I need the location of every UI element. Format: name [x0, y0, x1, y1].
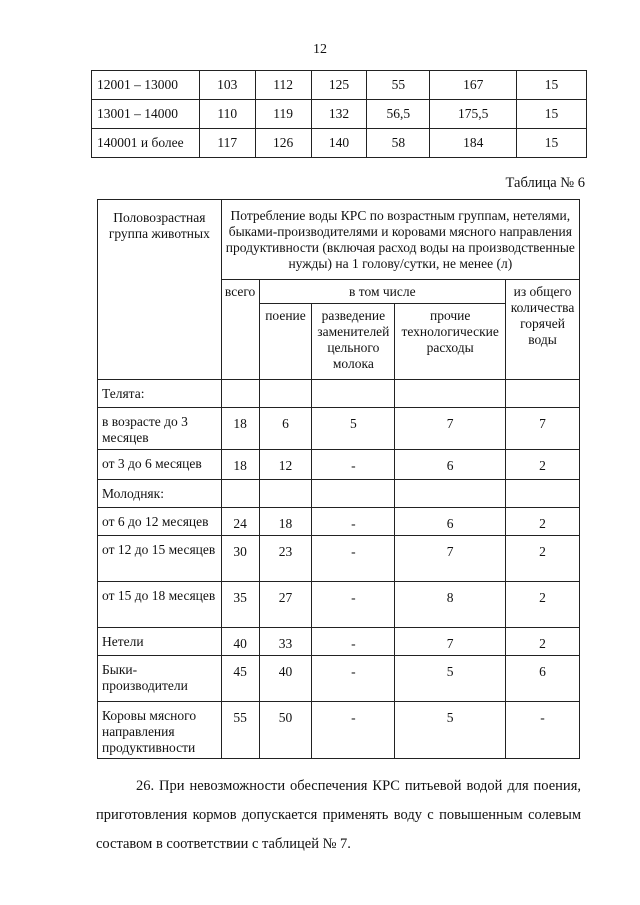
- table-row: [98, 628, 580, 656]
- drinking-cell: 18: [259, 508, 312, 536]
- value-cell: 56,5: [367, 100, 430, 129]
- table-row: [98, 536, 580, 582]
- paragraph-26: [96, 772, 581, 859]
- row-label: Быки-производители: [98, 656, 222, 702]
- other-cell: 7: [395, 628, 506, 656]
- other-cell: 7: [395, 536, 506, 582]
- paragraph-text: 26. При невозможности обеспечения КРС питьевой водой для поения, приготовления кормов допускается применять воду с повышенным солевым составом в соответствии с таблицей № 7.: [96, 778, 581, 852]
- section-label: Телята:: [98, 380, 222, 408]
- milk-cell: -: [312, 628, 395, 656]
- section-row: [98, 380, 580, 408]
- section-row: [98, 480, 580, 508]
- table-row: [98, 408, 580, 450]
- other-cell: 7: [395, 408, 506, 450]
- total-cell: 55: [221, 702, 259, 759]
- drinking-cell: 6: [259, 408, 312, 450]
- drinking-header: поение: [259, 304, 312, 380]
- consumption-header: Потребление воды КРС по возрастным группам, нетелями, быками-производителями и коровами мясного направления продуктивности (включая расход воды на производственные нужды) на 1 голову/сутки, не менее (л): [221, 200, 579, 280]
- value-cell: 117: [199, 129, 255, 158]
- other-cell: 6: [395, 508, 506, 536]
- row-label: в возрасте до 3 месяцев: [98, 408, 222, 450]
- milk-cell: -: [312, 536, 395, 582]
- water-consumption-table: [97, 199, 580, 759]
- total-header: всего: [221, 280, 259, 380]
- other-cell: 8: [395, 582, 506, 628]
- including-header: в том числе: [259, 280, 506, 304]
- total-cell: 40: [221, 628, 259, 656]
- value-cell: 15: [517, 100, 587, 129]
- hot-water-cell: 7: [506, 408, 580, 450]
- table-row: [98, 508, 580, 536]
- range-cell: 13001 – 14000: [92, 100, 200, 129]
- row-label: Коровы мясного направления продуктивности: [98, 702, 222, 759]
- top-table: [91, 70, 587, 158]
- hot-water-cell: -: [506, 702, 580, 759]
- total-cell: 24: [221, 508, 259, 536]
- milk-cell: -: [312, 450, 395, 480]
- hot-water-cell: 2: [506, 508, 580, 536]
- table-caption: Таблица № 6: [505, 175, 585, 191]
- other-cell: 5: [395, 656, 506, 702]
- other-cell: 6: [395, 450, 506, 480]
- table-row: [92, 100, 587, 129]
- drinking-cell: 23: [259, 536, 312, 582]
- milk-cell: -: [312, 702, 395, 759]
- drinking-cell: 40: [259, 656, 312, 702]
- section-label: Молодняк:: [98, 480, 222, 508]
- drinking-cell: 27: [259, 582, 312, 628]
- value-cell: 112: [255, 71, 311, 100]
- row-label: от 12 до 15 месяцев: [98, 536, 222, 582]
- table-row: [98, 702, 580, 759]
- value-cell: 175,5: [430, 100, 517, 129]
- table-row: [98, 582, 580, 628]
- page-number: 12: [313, 42, 327, 57]
- value-cell: 126: [255, 129, 311, 158]
- row-label: от 3 до 6 месяцев: [98, 450, 222, 480]
- other-costs-header: прочие технологические расходы: [395, 304, 506, 380]
- value-cell: 184: [430, 129, 517, 158]
- value-cell: 55: [367, 71, 430, 100]
- range-cell: 12001 – 13000: [92, 71, 200, 100]
- table-row: [92, 71, 587, 100]
- value-cell: 119: [255, 100, 311, 129]
- milk-cell: -: [312, 656, 395, 702]
- hot-water-cell: 2: [506, 628, 580, 656]
- drinking-cell: 50: [259, 702, 312, 759]
- value-cell: 15: [517, 71, 587, 100]
- hot-water-cell: 2: [506, 582, 580, 628]
- hot-water-cell: 2: [506, 536, 580, 582]
- range-cell: 140001 и более: [92, 129, 200, 158]
- total-cell: 30: [221, 536, 259, 582]
- hot-water-cell: 6: [506, 656, 580, 702]
- drinking-cell: 12: [259, 450, 312, 480]
- row-label: Нетели: [98, 628, 222, 656]
- milk-cell: 5: [312, 408, 395, 450]
- drinking-cell: 33: [259, 628, 312, 656]
- hot-water-cell: 2: [506, 450, 580, 480]
- row-label: от 6 до 12 месяцев: [98, 508, 222, 536]
- total-cell: 45: [221, 656, 259, 702]
- group-header: Половозрастная группа животных: [98, 200, 222, 380]
- milk-substitute-header: разведение заменителей цельного молока: [312, 304, 395, 380]
- value-cell: 125: [311, 71, 367, 100]
- milk-cell: -: [312, 582, 395, 628]
- total-cell: 18: [221, 408, 259, 450]
- row-label: от 15 до 18 месяцев: [98, 582, 222, 628]
- other-cell: 5: [395, 702, 506, 759]
- table-row: [92, 129, 587, 158]
- value-cell: 132: [311, 100, 367, 129]
- value-cell: 103: [199, 71, 255, 100]
- hot-water-header: из общего количества горячей воды: [506, 280, 580, 380]
- value-cell: 167: [430, 71, 517, 100]
- value-cell: 15: [517, 129, 587, 158]
- total-cell: 18: [221, 450, 259, 480]
- milk-cell: -: [312, 508, 395, 536]
- header-row: [98, 200, 580, 280]
- value-cell: 110: [199, 100, 255, 129]
- table-row: [98, 450, 580, 480]
- total-cell: 35: [221, 582, 259, 628]
- table-row: [98, 656, 580, 702]
- value-cell: 140: [311, 129, 367, 158]
- value-cell: 58: [367, 129, 430, 158]
